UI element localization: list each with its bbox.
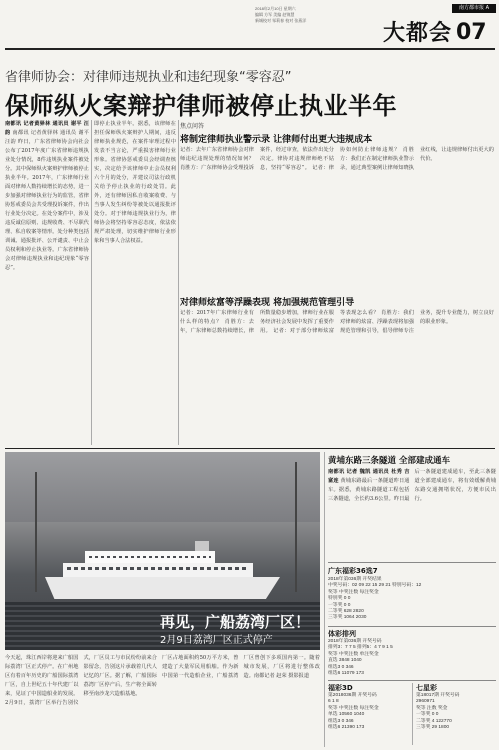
fc3d-row: 奖等 中奖注数 每注奖金 <box>328 705 379 711</box>
lottery-row: 特别奖 0 0 <box>328 596 351 602</box>
ship-deck <box>63 563 253 579</box>
qa-block-1 <box>180 146 494 291</box>
article-body-text-2: 即停止执业半年。据悉，该律师在担任保师纵火案辩护人期间，违反律师执业规范，在案件审理过程中发表不当言论，严重损害律师行业形象。省律协惩戒委员会经调查核实，决定给予该律师中止会员权利六个月的处分，并建议司法行政机关给予停止执业的行政处罚。此外，还有律师因私自收案收费、与当事人发生纠纷等被处以通报批评处分。对于律师违规执业行为，律师协会将坚持零容忍态度，依法依规严肃处理，切实维护律师行业形象和当事人合法权益。 <box>94 121 176 244</box>
section-title: 大都会 <box>383 21 453 46</box>
lottery-rule <box>328 680 496 681</box>
photo-story-text-2: 厂区占地面积约50万平方米，曾建造了大量军民用船舶。作为新中国第一代造船企业，广船荔湾厂区曾创下多项国内第一。随着城市发展，厂区将进行整体改造。南都记者 赵荣 摄影报道 <box>162 655 320 679</box>
pl-row: 直选 3848 1040 <box>328 658 362 664</box>
article-headline: 保师纵火案辩护律师被停止执业半年 <box>5 92 397 120</box>
qxc-row: 三等奖 29 1800 <box>416 725 450 731</box>
masthead-rule <box>5 48 495 50</box>
news-text: 黄埔东路最后一条隧道昨日通车。据悉，黄埔东路隧道工程包括三条隧道，全长约3.6公里。昨日最后一条隧道建成通车，至此三条隧道全部建成通车，将有效缓解黄埔东路交通拥堵状况，方便市民出行。 <box>328 469 496 502</box>
crane-mast <box>35 472 37 592</box>
subheading-1: 将制定律师执业警示录 让律师付出更大违规成本 <box>180 135 373 145</box>
fc3d-row: 组选3 0 346 <box>328 718 354 724</box>
ship-hull <box>45 577 280 599</box>
qa-block-2 <box>180 309 494 444</box>
lottery-row: 三等奖 1064 2030 <box>328 615 367 621</box>
lottery-row: 一等奖 0 0 <box>328 602 351 608</box>
photo-story-col2 <box>162 654 320 746</box>
lottery-row: 二等奖 628 2820 <box>328 609 364 615</box>
lottery-rule <box>328 626 496 627</box>
lottery-table <box>328 577 496 622</box>
photo-story-text: 今天起，珠江西岸将迎来广船国际荔湾厂区正式停产。在广州地区有着百年历史的广船国际荔湾厂区，自上世纪五十年代建厂以来，见证了中国造船业的发展。2月9日，荔湾厂区举行告别仪式，厂区员工与市民纷纷前来合影留念，告别这片承载着几代人记忆的厂区。据了解，广船国际荔湾厂区停产后，生产将全面转移至南沙龙穴造船基地。 <box>5 655 157 706</box>
photo-caption-sub: 2月9日荔湾厂区正式停产 <box>160 635 273 646</box>
qa-text-2: 记者：2017年广东律师行业有什么样的特点？ 肖胜方：去年，广东律师总数持续增长，律所数量稳步增加，律师行业在服务经济社会发展中发挥了重要作用。 记者：对于部分律师炫富等表现怎么看？ 肖胜方：我们对律师的炫富、浮躁表现将加强规范管理和引导，倡导律师专注业务，提升专业能力，树立良好的职业形象。 <box>180 310 494 334</box>
photo-story-col1 <box>5 654 157 746</box>
news-byline: 南都讯 记者 魏凯 通讯员 杜秀 吉富连 <box>328 469 410 484</box>
qxc-row: 二等奖 4 122770 <box>416 718 452 724</box>
article-byline: 南都讯 记者黄驿林 通讯员 谢平 汪韵 <box>5 121 89 136</box>
crane-mast <box>295 462 297 592</box>
photo-sky <box>5 452 320 522</box>
pl-row: 组选6 11079 173 <box>328 671 364 677</box>
pl-row: 奖等 中奖注数 单注奖金 <box>328 651 379 657</box>
lottery-rule <box>328 562 496 563</box>
fc3d-row: 6 1 8 <box>328 699 339 705</box>
qxc-row: 奖等 注数 奖金 <box>416 705 448 711</box>
qxc-title: 七星彩 <box>416 684 437 692</box>
lottery-title: 广东福彩36选7 <box>328 567 378 575</box>
masthead-proofreaders: 新城校对 邹莉春 校对 张燕洋 <box>255 18 307 23</box>
fc3d-row: 单选 10560 1040 <box>328 712 365 718</box>
ship <box>45 547 280 602</box>
qxc-row: 一等奖 0 0 <box>416 712 439 718</box>
page-number: 07 <box>456 20 487 45</box>
masthead-editors: 编辑 方军 美编 赵锦慧 <box>255 12 295 17</box>
masthead-tag: 南方都市报 A <box>452 4 496 13</box>
fc3d-row: 第2018036期 开奖号码 <box>328 693 377 698</box>
pl-title: 体彩排列 <box>328 630 356 638</box>
pl-table <box>328 639 496 677</box>
photo-caption-title: 再见，广船荔湾厂区！ <box>160 613 311 631</box>
qa-text-1: 记者：去年广东省律师协会对律师违纪违规处理的情况如何？ 肖胜方：广东律师协会受理投诉案件，经过审查，依法作出处分决定。律协对违规律师绝不姑息，坚持“零容忍”。 记者：律协如何防止律师违规？ 肖胜方：我们正在制定律师执业警示录，通过典型案例让律师知晓执业红线，让违规律师付出更大的代价。 <box>180 147 494 171</box>
lottery-row: 2018年第036期 开奖结果 <box>328 577 382 582</box>
section-rule <box>5 448 495 449</box>
news-body <box>328 468 496 558</box>
qxc-table <box>416 693 496 731</box>
column-divider <box>91 120 92 445</box>
pl-row: 2018年第036期 开奖号码 <box>328 639 382 644</box>
subheading-2: 对律师炫富等浮躁表现 将加强规范管理引导 <box>180 298 355 308</box>
qxc-row: 第18017期 开奖号码 <box>416 693 460 698</box>
qxc-row: 2960971 <box>416 699 435 705</box>
fc3d-table <box>328 693 410 731</box>
article-kicker: 省律师协会：对律师违规执业和违纪现象“零容忍” <box>5 70 292 85</box>
focus-kicker: 焦点问答 <box>180 123 205 130</box>
article-body-text-1: 南都讯 记者黄驿林 通讯员 谢平 汪韵 昨日，广东省律师协会向社会公布了2017年度广东省律师违规执业处分情况，8件违规执业案件被处分。其中保师纵火案辩护律师被停止执业半年。2017年，广东律师行业面对律师人数持续增长的态势，进一步加强对律师执业行为的监管，省律协惩戒委员会共受理投诉案件，作出行业处分决定。在处分案件中，涉及违反诚信原则、违规收费、不尽职代理、私自收案等情形。处分种类包括训诫、通报批评、公开谴责、中止会员权利和停止执业等。广东省律师协会对律师违规执业和违纪现象“零容忍”。 <box>5 130 89 271</box>
column-divider <box>178 120 179 445</box>
news-title: 黄埔东路三条隧道 全部建成通车 <box>328 456 450 466</box>
lottery-row: 奖等 中奖注数 每注奖金 <box>328 589 379 595</box>
ship-windows <box>89 556 211 558</box>
fc3d-row: 组选6 21390 173 <box>328 725 365 731</box>
ship-windows <box>67 567 249 570</box>
column-divider <box>324 452 325 747</box>
masthead-date: 2018年2月10日 星期六 <box>255 6 296 11</box>
lottery-row: 中奖号码：02 09 22 15 29 21 特别号码：12 <box>328 583 422 589</box>
pl-row: 组选3 0 346 <box>328 664 354 670</box>
article-body-col1 <box>5 120 89 445</box>
pl-row: 排列3：7 7 5 排列5：4 7 9 1 5 <box>328 645 393 651</box>
fc3d-title: 福彩3D <box>328 684 353 692</box>
column-divider <box>412 683 413 745</box>
article-body-col2 <box>94 120 176 445</box>
